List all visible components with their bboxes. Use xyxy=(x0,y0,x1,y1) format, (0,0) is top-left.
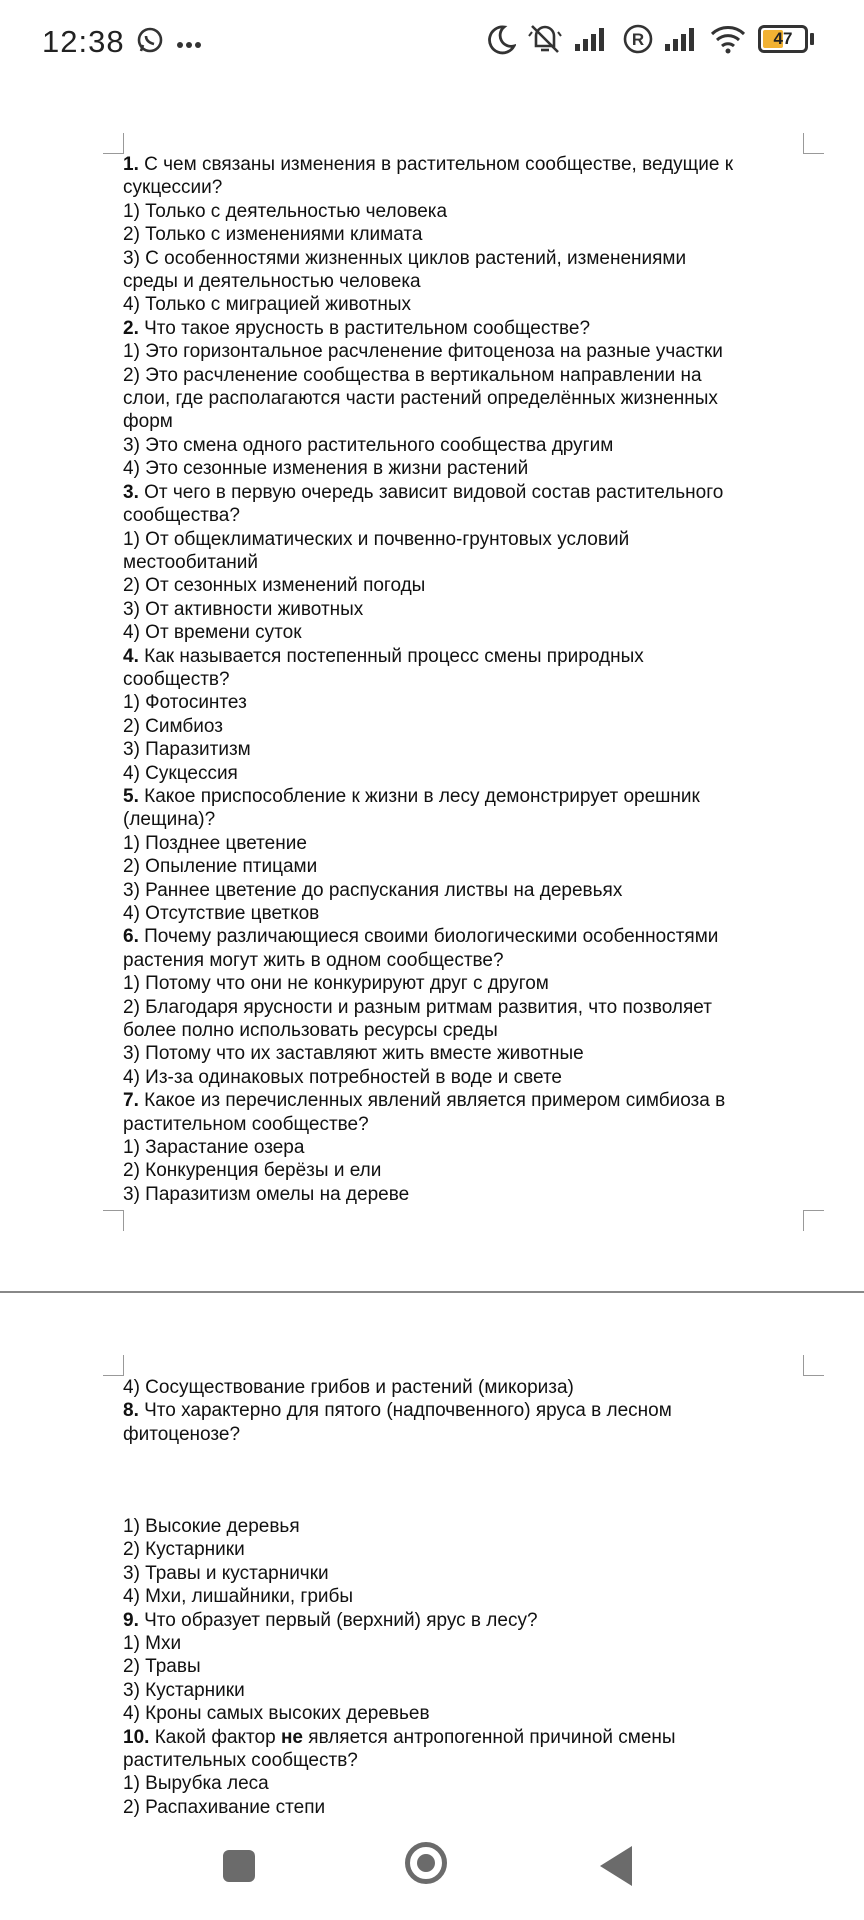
question-number: 4. xyxy=(123,645,139,667)
line-text: 2) Только с изменениями климата xyxy=(123,224,423,246)
document-text xyxy=(123,1515,793,1819)
document-line xyxy=(123,1562,793,1585)
document-line xyxy=(123,996,793,1019)
line-text: 2) Благодаря ярусности и разным ритмам развития, что позволяет xyxy=(123,996,712,1018)
line-text: 4) Отсутствие цветков xyxy=(123,903,320,924)
line-text: С чем связаны изменения в растительном сообществе, ведущие к xyxy=(138,154,734,175)
line-text: 3) Паразитизм xyxy=(123,739,251,761)
moon-icon xyxy=(486,24,516,61)
question-number: 8. xyxy=(123,1400,139,1422)
svg-text:R: R xyxy=(631,30,645,49)
line-text: 3) Раннее цветение до распускания листвы на деревьях xyxy=(123,879,623,901)
document-line xyxy=(123,715,793,738)
document-line xyxy=(123,551,793,574)
home-dot-icon xyxy=(417,1854,435,1872)
document-line xyxy=(123,1749,793,1772)
line-text: 4) Мхи, лишайники, грибы xyxy=(123,1586,354,1608)
navigation-bar xyxy=(0,1830,864,1920)
document-line xyxy=(123,1113,793,1136)
line-text: растения могут жить в одном сообществе? xyxy=(123,949,504,971)
emphasized-word: не xyxy=(280,1726,303,1748)
document-line xyxy=(123,270,793,293)
document-line xyxy=(123,645,793,668)
line-text: 3) Травы и кустарнички xyxy=(123,1562,329,1584)
line-text: растительных сообществ? xyxy=(123,1750,358,1772)
line-text: растительном сообществе? xyxy=(123,1113,369,1135)
line-text: более полно использовать ресурсы среды xyxy=(123,1020,498,1042)
question-number: 3. xyxy=(123,481,139,503)
document-line xyxy=(123,1772,793,1795)
line-text: Какое приспособление к жизни в лесу демонстрирует орешник xyxy=(138,785,700,807)
document-line xyxy=(123,1655,793,1678)
line-text: 1) Позднее цветение xyxy=(123,832,307,854)
line-text: 1) Потому что они не конкурируют друг с другом xyxy=(123,973,549,995)
line-text: 2) Это расчленение сообщества в вертикальном направлении на xyxy=(123,364,702,386)
line-text: среды и деятельностью человека xyxy=(123,271,421,293)
document-line xyxy=(123,598,793,621)
document-line xyxy=(123,832,793,855)
document-line xyxy=(123,387,793,410)
page-corner-mark xyxy=(803,133,824,154)
line-text: 2) Распахивание степи xyxy=(123,1796,326,1818)
line-text: 1) Вырубка леса xyxy=(123,1773,269,1795)
line-text: 1) Только с деятельностью человека xyxy=(123,200,448,222)
document-line xyxy=(123,317,793,340)
document-line xyxy=(123,1423,793,1446)
document-line xyxy=(123,1726,793,1749)
line-text: является антропогенной причиной смены xyxy=(303,1726,676,1748)
question-number: 9. xyxy=(123,1609,139,1631)
line-text: Почему различающиеся своими биологическими особенностями xyxy=(138,926,719,948)
document-line xyxy=(123,902,793,925)
page-corner-mark xyxy=(103,1210,124,1231)
muted-bell-icon xyxy=(527,22,563,61)
battery-tip xyxy=(810,33,814,45)
document-line xyxy=(123,176,793,199)
battery-icon xyxy=(758,25,808,53)
page-corner-mark xyxy=(103,1355,124,1376)
document-line xyxy=(123,247,793,270)
document-line xyxy=(123,1066,793,1089)
line-text: Какое из перечисленных явлений является примером симбиоза в xyxy=(138,1090,726,1112)
line-text: Что такое ярусность в растительном сообществе? xyxy=(138,317,591,339)
document-line xyxy=(123,223,793,246)
document-line xyxy=(123,855,793,878)
line-text: слои, где располагаются части растений определённых жизненных xyxy=(123,388,718,410)
document-line xyxy=(123,972,793,995)
whatsapp-icon xyxy=(136,26,164,59)
document-line xyxy=(123,410,793,433)
document-line xyxy=(123,1376,793,1399)
document-line xyxy=(123,574,793,597)
question-number: 7. xyxy=(123,1090,139,1112)
document-line xyxy=(123,434,793,457)
document-line xyxy=(123,153,793,176)
line-text: 4) Это сезонные изменения в жизни растений xyxy=(123,458,529,480)
document-line xyxy=(123,949,793,972)
line-text: 3) Это смена одного растительного сообщества другим xyxy=(123,434,614,456)
document-line xyxy=(123,1585,793,1608)
document-line xyxy=(123,1515,793,1538)
page-corner-mark xyxy=(803,1355,824,1376)
document-line xyxy=(123,1089,793,1112)
line-text: фитоценозе? xyxy=(123,1423,241,1445)
status-bar xyxy=(0,0,864,82)
line-text: форм xyxy=(123,411,173,433)
line-text: Как называется постепенный процесс смены природных xyxy=(138,645,644,667)
question-number: 1. xyxy=(123,154,139,175)
line-text: 4) Сосуществование грибов и растений (микориза) xyxy=(123,1377,574,1398)
document-line xyxy=(123,925,793,948)
line-text: местообитаний xyxy=(123,551,259,573)
document-line xyxy=(123,364,793,387)
page-corner-mark xyxy=(803,1210,824,1231)
back-button[interactable] xyxy=(600,1846,632,1886)
line-text: 3) С особенностями жизненных циклов растений, изменениями xyxy=(123,247,687,269)
line-text: 3) Потому что их заставляют жить вместе животные xyxy=(123,1043,584,1065)
line-text: 1) Высокие деревья xyxy=(123,1516,300,1537)
signal-icon xyxy=(574,26,608,57)
line-text: 4) Сукцессия xyxy=(123,762,238,784)
question-number: 6. xyxy=(123,926,139,948)
document-line xyxy=(123,1159,793,1182)
recent-apps-button[interactable] xyxy=(223,1850,255,1882)
line-text: 2) От сезонных изменений погоды xyxy=(123,575,426,597)
line-text: Что характерно для пятого (надпочвенного) яруса в лесном xyxy=(138,1400,672,1422)
line-text: 3) Паразитизм омелы на дереве xyxy=(123,1183,410,1205)
line-text: 1) Мхи xyxy=(123,1633,182,1655)
status-time: 12:38 xyxy=(42,24,125,59)
line-text: сообщества? xyxy=(123,505,240,527)
line-text: От чего в первую очередь зависит видовой состав растительного xyxy=(138,481,724,503)
line-text: 4) Только с миграцией животных xyxy=(123,294,411,316)
document-line xyxy=(123,808,793,831)
document-line xyxy=(123,785,793,808)
battery-percent: 47 xyxy=(773,29,793,48)
line-text: сообществ? xyxy=(123,668,230,690)
document-line xyxy=(123,293,793,316)
line-text: 2) Опыление птицами xyxy=(123,856,318,878)
line-text: 1) Фотосинтез xyxy=(123,692,247,714)
document-line xyxy=(123,1399,793,1422)
wifi-icon xyxy=(710,24,746,59)
document-line xyxy=(123,340,793,363)
line-text: 4) Из-за одинаковых потребностей в воде и свете xyxy=(123,1066,563,1088)
document-line xyxy=(123,668,793,691)
document-line xyxy=(123,738,793,761)
line-text: 1) От общеклиматических и почвенно-грунтовых условий xyxy=(123,528,630,550)
line-text: 3) Кустарники xyxy=(123,1679,245,1701)
more-dots-icon xyxy=(176,36,202,54)
question-number: 2. xyxy=(123,317,139,339)
document-line xyxy=(123,1019,793,1042)
document-text xyxy=(123,1376,793,1446)
line-text: 2) Кустарники xyxy=(123,1539,245,1561)
line-text: 2) Симбиоз xyxy=(123,715,223,737)
page-divider xyxy=(0,1291,864,1293)
question-number: 10. xyxy=(123,1726,150,1748)
document-line xyxy=(123,1702,793,1725)
document-line xyxy=(123,879,793,902)
document-line xyxy=(123,1136,793,1159)
line-text: (лещина)? xyxy=(123,809,216,831)
document-line xyxy=(123,1632,793,1655)
document-line xyxy=(123,504,793,527)
page-corner-mark xyxy=(103,133,124,154)
line-text: Какой фактор xyxy=(149,1726,281,1748)
document-line xyxy=(123,200,793,223)
signal-icon xyxy=(664,26,698,57)
document-line xyxy=(123,691,793,714)
document-line xyxy=(123,1796,793,1819)
document-line xyxy=(123,1679,793,1702)
line-text: 2) Травы xyxy=(123,1656,201,1678)
home-button[interactable] xyxy=(405,1842,447,1884)
line-text: 3) От активности животных xyxy=(123,598,364,620)
document-line xyxy=(123,1609,793,1632)
document-line xyxy=(123,1538,793,1561)
line-text: 2) Конкуренция берёзы и ели xyxy=(123,1160,382,1182)
roaming-r-icon xyxy=(622,23,654,60)
document-line xyxy=(123,481,793,504)
document-line xyxy=(123,1183,793,1206)
line-text: сукцессии? xyxy=(123,177,223,199)
document-line xyxy=(123,1042,793,1065)
document-line xyxy=(123,457,793,480)
question-number: 5. xyxy=(123,785,139,807)
line-text: 1) Зарастание озера xyxy=(123,1137,305,1159)
line-text: 4) Кроны самых высоких деревьев xyxy=(123,1703,430,1725)
document-line xyxy=(123,528,793,551)
document-line xyxy=(123,621,793,644)
line-text: 4) От времени суток xyxy=(123,622,302,644)
document-text xyxy=(123,153,793,1206)
line-text: 1) Это горизонтальное расчленение фитоценоза на разные участки xyxy=(123,341,723,363)
line-text: Что образует первый (верхний) ярус в лесу? xyxy=(138,1609,538,1631)
document-line xyxy=(123,762,793,785)
